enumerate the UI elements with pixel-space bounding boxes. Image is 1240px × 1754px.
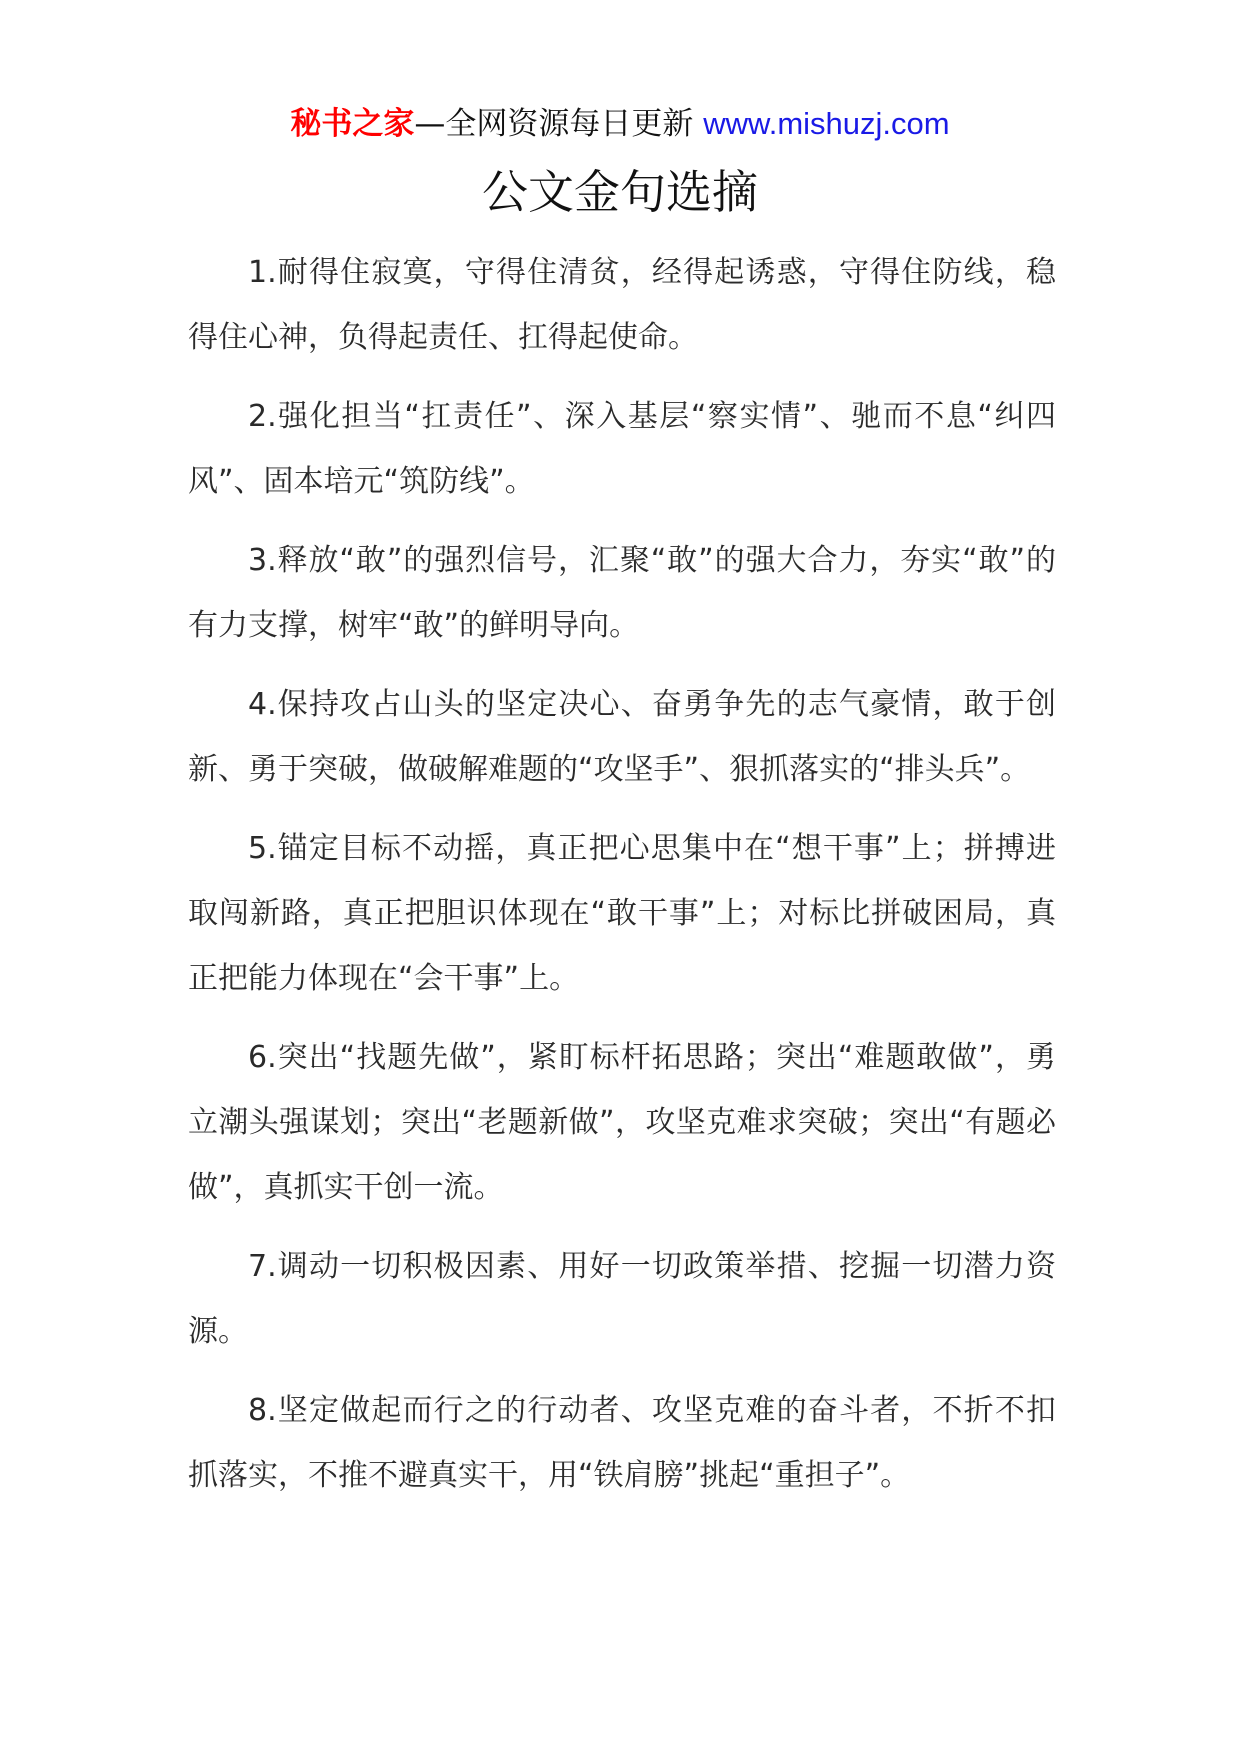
paragraph-4: 4.保持攻占山头的坚定决心、奋勇争先的志气豪情，敢于创新、勇于突破，做破解难题的“攻坚手”、狠抓落实的“排头兵”。 xyxy=(188,687,1056,787)
paragraph-1: 1.耐得住寂寞，守得住清贫，经得起诱惑，守得住防线，稳得住心神，负得起责任、扛得起使命。 xyxy=(188,255,1056,355)
paragraph-3: 3.释放“敢”的强烈信号，汇聚“敢”的强大合力，夯实“敢”的有力支撑，树牢“敢”的鲜明导向。 xyxy=(188,543,1056,643)
paragraph-5: 5.锚定目标不动摇，真正把心思集中在“想干事”上；拼搏进取闯新路，真正把胆识体现在“敢干事”上；对标比拼破困局，真正把能力体现在“会干事”上。 xyxy=(188,831,1056,996)
paragraph-2: 2.强化担当“扛责任”、深入基层“察实情”、驰而不息“纠四风”、固本培元“筑防线”。 xyxy=(188,399,1056,499)
slogan: —全网资源每日更新 xyxy=(414,106,694,142)
document-body xyxy=(188,240,1056,1522)
paragraph-7: 7.调动一切积极因素、用好一切政策举措、挖掘一切潜力资源。 xyxy=(188,1249,1056,1349)
paragraph-6: 6.突出“找题先做”，紧盯标杆拓思路；突出“难题敢做”，勇立潮头强谋划；突出“老题新做”，攻坚克难求突破；突出“有题必做”，真抓实干创一流。 xyxy=(188,1040,1056,1205)
site-header xyxy=(0,100,1240,148)
brand-name: 秘书之家 xyxy=(290,106,415,142)
document-title: 公文金句选摘 xyxy=(482,165,758,219)
site-url: www.mishuzj.com xyxy=(703,106,950,141)
paragraph-8: 8.坚定做起而行之的行动者、攻坚克难的奋斗者，不折不扣抓落实，不推不避真实干，用“铁肩膀”挑起“重担子”。 xyxy=(188,1393,1056,1493)
